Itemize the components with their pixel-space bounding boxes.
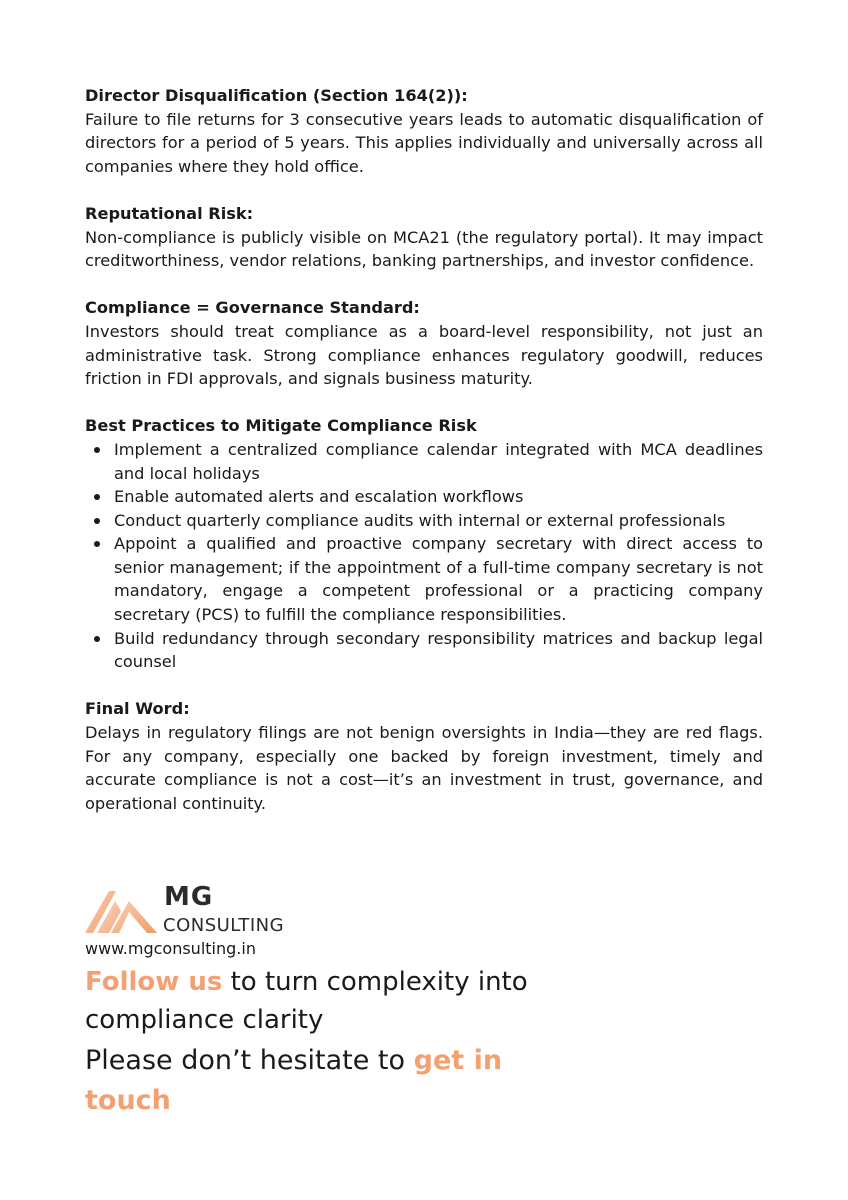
section-director-disqualification [85,84,763,178]
section-heading: Director Disqualification (Section 164(2)): [85,86,468,105]
section-heading: Compliance = Governance Standard: [85,298,420,318]
list-item: Enable automated alerts and escalation workflows [114,485,763,509]
tagline-text: to turn complexity into compliance clarity [85,967,528,1035]
follow-us-link[interactable]: Follow us [85,967,223,997]
section-heading: Best Practices to Mitigate Compliance Risk [85,416,477,436]
section-body: Non-compliance is publicly visible on MCA21 (the regulatory portal). It may impact creditworthiness, vendor relations, banking partnerships, and investor confidence. [85,227,763,271]
section-governance-standard [85,296,763,390]
tagline [85,963,555,1039]
section-body: Investors should treat compliance as a board-level responsibility, not just an administrative task. Strong compliance enhances regulatory goodwill, reduces friction in FDI approvals, and signals business maturity. [85,321,763,389]
section-heading: Final Word: [85,699,190,719]
section-heading: Reputational Risk: [85,203,254,223]
section-best-practices [85,414,763,674]
company-logo [85,884,345,938]
document-body [85,84,763,839]
list-item: Build redundancy through secondary responsibility matrices and backup legal counsel [114,627,763,674]
logo-wordmark-consulting: CONSULTING [163,915,285,936]
section-body: Delays in regulatory filings are not benign oversights in India—they are red flags. For any company, especially one backed by foreign investment, timely and accurate compliance is not a cost—it’s an investment in trust, governance, and operational continuity. [85,723,763,813]
list-item: Implement a centralized compliance calendar integrated with MCA deadlines and local holidays [114,438,763,485]
mountain-logo-icon [85,887,159,935]
section-final-word [85,697,763,815]
list-item: Conduct quarterly compliance audits with internal or external professionals [114,509,763,533]
best-practices-list [85,438,763,674]
section-reputational-risk [85,202,763,273]
website-link[interactable]: www.mgconsulting.in [85,939,256,958]
contact-text: Please don’t hesitate to [85,1045,414,1076]
contact-line [85,1041,555,1121]
logo-wordmark-mg: MG [164,882,214,912]
get-in-touch-link[interactable]: get in touch [85,1045,503,1116]
list-item: Appoint a qualified and proactive company secretary with direct access to senior management; if the appointment of a full-time company secretary is not mandatory, engage a competent professional or a practicing company secretary (PCS) to fulfill the compliance responsibilities. [114,532,763,626]
section-body: Failure to file returns for 3 consecutive years leads to automatic disqualification of directors for a period of 5 years. This applies individually and universally across all companies where they hold office. [85,109,763,176]
